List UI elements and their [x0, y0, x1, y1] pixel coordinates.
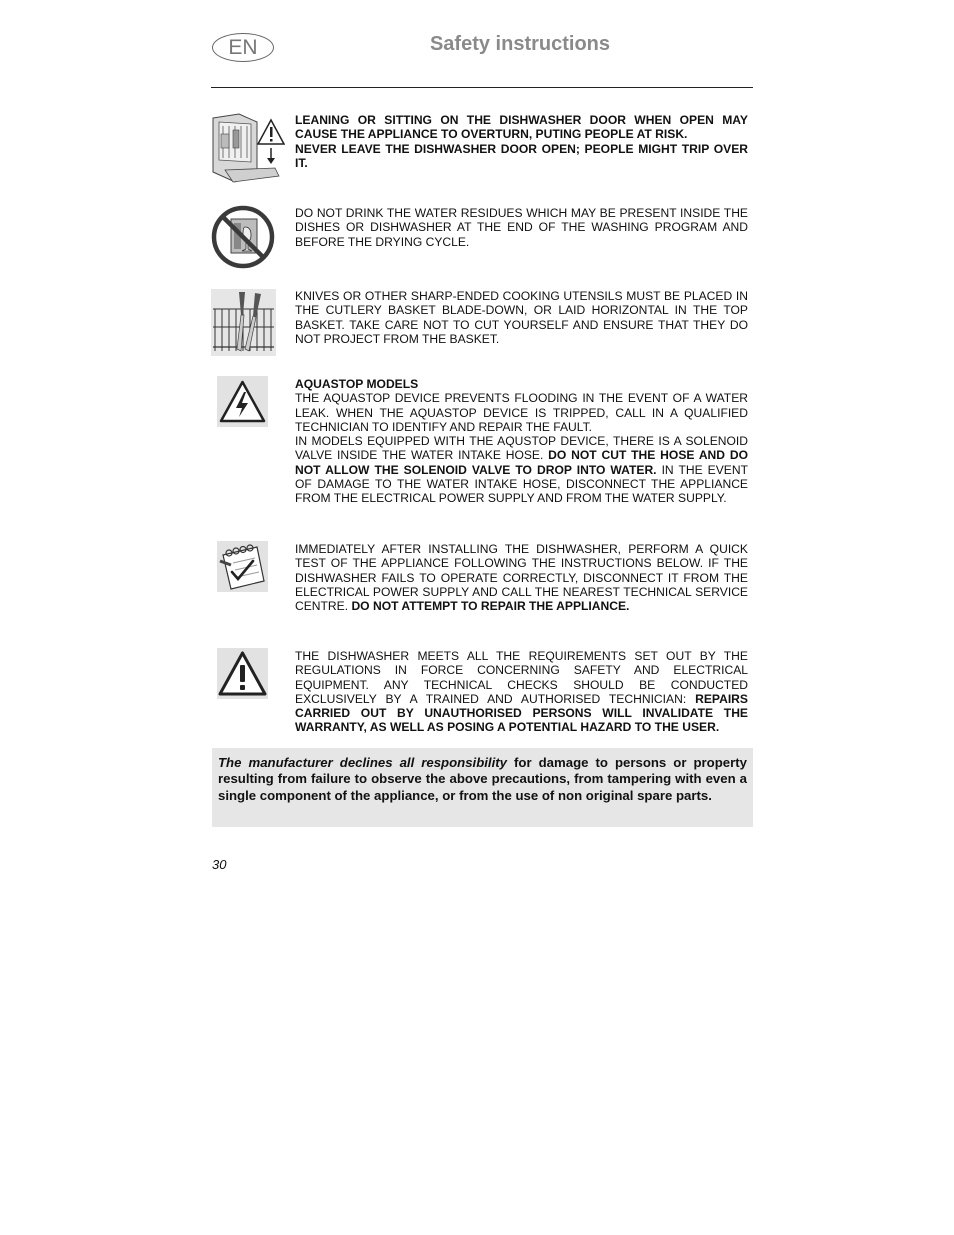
no-drinking-text: DO NOT DRINK THE WATER RESIDUES WHICH MAY BE PRESENT INSIDE THE DISHES OR DISHWASHER AT THE END OF THE WASHING PROGRAM AND BEFORE THE DRYING CYCLE. [295, 206, 748, 249]
quick-test-body: IMMEDIATELY AFTER INSTALLING THE DISHWASHER, PERFORM A QUICK TEST OF THE APPLIANCE FOLLOWING THE INSTRUCTIONS BELOW. IF THE DISHWASHER FAILS TO OPERATE CORRECTLY, DISCONNECT IT FROM THE ELECTRICAL POWER SUPPLY AND CALL THE NEAREST TECHNICAL SERVICE CENTRE. [295, 542, 748, 614]
quick-test-bold-warning: DO NOT ATTEMPT TO REPAIR THE APPLIANCE. [351, 599, 630, 614]
door-warning-line-2: NEVER LEAVE THE DISHWASHER DOOR OPEN; PEOPLE MIGHT TRIP OVER IT. [295, 141, 748, 170]
page-number: 30 [212, 857, 227, 872]
regulations-bold-warning: REPAIRS CARRIED OUT BY UNAUTHORISED PERSONS WILL INVALIDATE THE WARRANTY, AS WELL AS POSING A POTENTIAL HAZARD TO THE USER. [295, 691, 748, 735]
checklist-notepad-icon [217, 541, 268, 592]
no-drinking-icon [211, 205, 275, 269]
aquastop-bold-warning: DO NOT CUT THE HOSE AND DO NOT ALLOW THE SOLENOID VALVE TO DROP INTO WATER. [295, 448, 748, 477]
quick-test-text [295, 542, 748, 613]
electric-hazard-icon [217, 376, 268, 427]
aquastop-section [295, 377, 748, 506]
aquastop-paragraph-1: THE AQUASTOP DEVICE PREVENTS FLOODING IN THE EVENT OF A WATER LEAK. WHEN THE AQUASTOP DEVICE IS TRIPPED, CALL IN A QUALIFIED TECHNICIAN TO IDENTIFY AND REPAIR THE FAULT. [295, 391, 748, 434]
knives-basket-icon [211, 289, 276, 356]
disclaimer-emphasis: The manufacturer declines all responsibility [218, 755, 507, 770]
knives-text: KNIVES OR OTHER SHARP-ENDED COOKING UTENSILS MUST BE PLACED IN THE CUTLERY BASKET BLADE-DOWN, OR LAID HORIZONTAL IN THE TOP BASKET. TAKE CARE NOT TO CUT YOURSELF AND ENSURE THAT THEY DO NOT PROJECT FROM THE BASKET. [295, 289, 748, 346]
aquastop-text-end: IN THE EVENT OF DAMAGE TO THE WATER INTAKE HOSE, DISCONNECT THE APPLIANCE FROM THE ELECTRICAL POWER SUPPLY AND FROM THE WATER SUPPLY. [295, 462, 748, 506]
regulations-body: THE DISHWASHER MEETS ALL THE REQUIREMENTS SET OUT BY THE REGULATIONS IN FORCE CONCERNING SAFETY AND ELECTRICAL EQUIPMENT. ANY TECHNICAL CHECKS SHOULD BE CONDUCTED EXCLUSIVELY BY A TRAINED AND AUTHORISED TECHNICIAN: [295, 649, 748, 706]
aquastop-paragraph-2 [295, 434, 748, 505]
door-warning-text [295, 113, 748, 170]
responsibility-disclaimer [212, 748, 753, 827]
aquastop-text: IN MODELS EQUIPPED WITH THE AQUSTOP DEVICE, THERE IS A SOLENOID VALVE INSIDE THE WATER INTAKE HOSE. [295, 434, 748, 463]
disclaimer-text: for damage to persons or property resulting from failure to observe the above precautions, from tampering with even a single component of the appliance, or from the use of non original spare parts. [218, 755, 747, 803]
page-title: Safety instructions [429, 33, 611, 55]
warning-triangle-icon [217, 648, 268, 699]
regulations-text [295, 649, 748, 735]
language-badge [212, 33, 274, 62]
language-code: EN [228, 35, 258, 59]
header-divider [211, 87, 753, 88]
aquastop-heading: AQUASTOP MODELS [295, 377, 419, 391]
dishwasher-door-warning-icon [211, 112, 285, 186]
door-warning-line-1: LEANING OR SITTING ON THE DISHWASHER DOOR WHEN OPEN MAY CAUSE THE APPLIANCE TO OVERTURN, PUTING PEOPLE AT RISK. [295, 113, 748, 142]
